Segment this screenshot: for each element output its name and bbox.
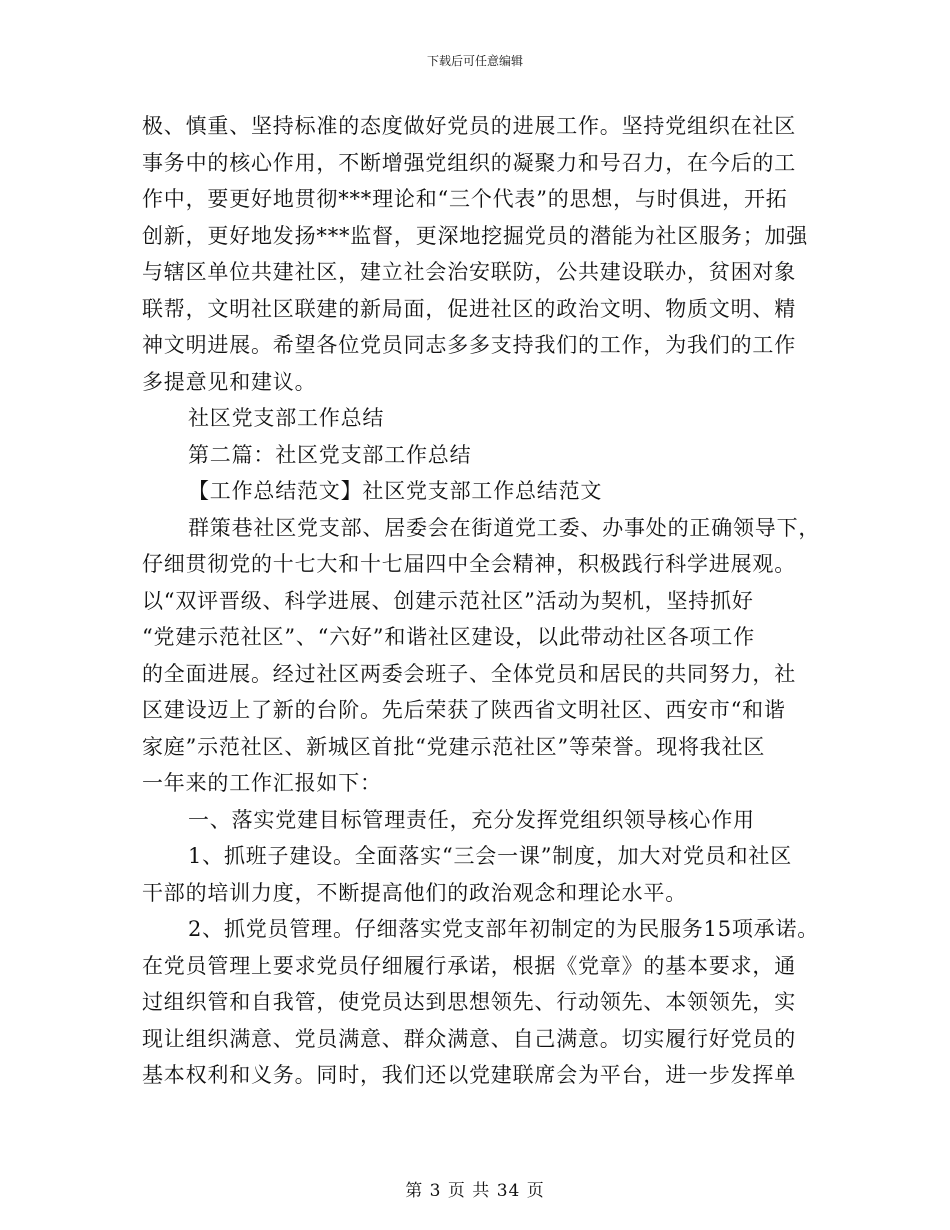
section-heading: 社区党支部工作总结: [188, 406, 385, 430]
text-line: 一年来的工作汇报如下：: [142, 771, 382, 795]
text-line: 在党员管理上要求党员仔细履行承诺，根据《党章》的基本要求，通: [142, 953, 796, 978]
paragraph-start-line: 群策巷社区党支部、居委会在街道党工委、办事处的正确领导下，: [188, 515, 821, 540]
text-line: 与辖区单位共建社区，建立社会治安联防，公共建设联办，贫困对象: [142, 260, 796, 284]
text-line: 区建设迈上了新的台阶。先后荣获了陕西省文明社区、西安市“和谐: [142, 698, 786, 722]
page-header: 下载后可任意编辑: [426, 54, 523, 68]
text-line: 作中，要更好地贯彻***理论和“三个代表”的思想，与时俱进，开拓: [142, 187, 788, 211]
text-line: “党建示范社区”、“六好”和谐社区建设，以此带动社区各项工作: [142, 625, 755, 649]
paragraph-start-line: 2、抓党员管理。仔细落实党支部年初制定的为民服务15项承诺。: [188, 917, 820, 941]
text-line: 极、慎重、坚持标准的态度做好党员的进展工作。坚持党组织在社区: [142, 114, 796, 138]
text-line: 事务中的核心作用，不断增强党组织的凝聚力和号召力，在今后的工: [142, 150, 796, 175]
page-footer: 第 3 页 共 34 页: [405, 1181, 545, 1201]
text-line: 以“双评晋级、科学进展、创建示范社区”活动为契机，坚持抓好: [142, 588, 754, 613]
document-body: [142, 108, 822, 1094]
text-line: 现让组织满意、党员满意、群众满意、自己满意。切实履行好党员的: [142, 1026, 796, 1051]
text-line: 基本权利和义务。同时，我们还以党建联席会为平台，进一步发挥单: [142, 1063, 796, 1087]
text-line: 干部的培训力度，不断提高他们的政治观念和理论水平。: [142, 880, 687, 905]
section-heading: 第二篇：社区党支部工作总结: [188, 442, 472, 467]
text-line: 创新，更好地发扬***监督，更深地挖掘党员的潜能为社区服务；加强: [142, 223, 809, 248]
text-line: 仔细贯彻党的十七大和十七届四中全会精神，积极践行科学进展观。: [142, 552, 796, 576]
section-heading: 【工作总结范文】社区党支部工作总结范文: [188, 479, 603, 503]
text-line: 神文明进展。希望各位党员同志多多支持我们的工作，为我们的工作: [142, 333, 796, 357]
text-line: 的全面进展。经过社区两委会班子、全体党员和居民的共同努力，社: [142, 661, 796, 686]
text-line: 联帮，文明社区联建的新局面，促进社区的政治文明、物质文明、精: [142, 296, 796, 321]
paragraph-start-line: 1、抓班子建设。全面落实“三会一课”制度，加大对党员和社区: [188, 844, 793, 868]
text-line: 过组织管和自我管，使党员达到思想领先、行动领先、本领领先，实: [142, 990, 796, 1014]
text-line: 多提意见和建议。: [142, 369, 317, 394]
text-line: 家庭”示范社区、新城区首批“党建示范社区”等荣誉。现将我社区: [142, 734, 766, 759]
section-heading: 一、落实党建目标管理责任，充分发挥党组织领导核心作用: [188, 807, 755, 832]
